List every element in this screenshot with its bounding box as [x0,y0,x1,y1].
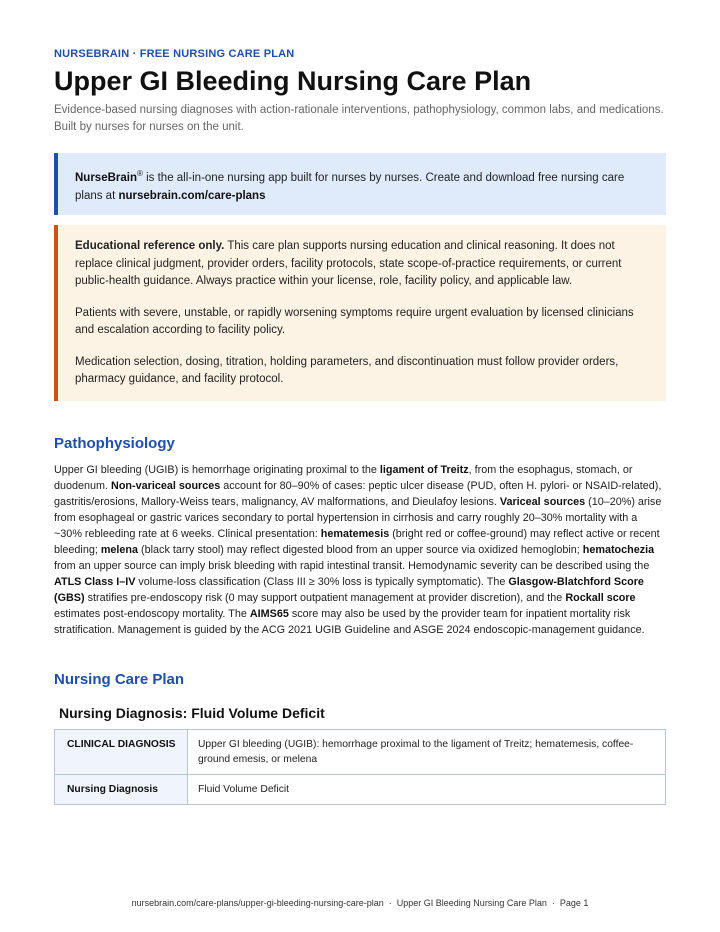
page-footer [0,898,720,908]
table-row [55,729,666,774]
disclaimer-lead: Educational reference only. [75,240,225,252]
promo-link[interactable]: nursebrain.com/care-plans [118,189,266,202]
key-term: Rockall score [565,592,636,605]
page [54,48,666,805]
key-term: hematochezia [582,543,655,556]
footer-doc-title: Upper GI Bleeding Nursing Care Plan [396,898,547,908]
text-segment: (bright red or coffee-ground) may reflect active or recent bleeding; [54,527,660,556]
subtitle-line-1: Evidence-based nursing diagnoses with action-rationale interventions, pathophysiology, common labs, and medications. [54,104,664,116]
key-term: Non-variceal sources [111,479,221,492]
promo-brand: NurseBrain [75,171,137,184]
table-row [55,774,666,804]
key-term: ligament of Treitz [379,463,469,476]
disclaimer-paragraph-1 [75,238,648,291]
text-segment: Upper GI bleeding (UGIB) is hemorrhage originating proximal to the [54,463,380,476]
disclaimer-callout [54,225,666,401]
row-value: Upper GI bleeding (UGIB): hemorrhage proximal to the ligament of Treitz; hematemesis, coffee-ground emesis, or melena [188,729,666,774]
row-label: Nursing Diagnosis [55,774,188,804]
footer-separator: · [388,898,392,908]
row-label: CLINICAL DIAGNOSIS [55,729,188,774]
key-term: ATLS Class I–IV [54,576,136,589]
diagnosis-heading: Nursing Diagnosis: Fluid Volume Deficit [59,704,325,721]
care-plan-table [54,729,666,805]
text-segment: , from the esophagus, stomach, or duodenum. [54,463,633,492]
text-segment: stratifies pre-endoscopy risk (0 may support outpatient management at provider discretion), and the [84,592,566,605]
row-value: Fluid Volume Deficit [188,774,666,804]
text-segment: account for 80–90% of cases: peptic ulcer disease (PUD, often H. pylori- or NSAID-related), gastritis/erosions, Mallory-Weiss tears, malignancy, AV malformations, and Dieulafoy lesions. [54,479,662,508]
promo-callout [54,153,666,215]
footer-url[interactable]: nursebrain.com/care-plans/upper-gi-bleeding-nursing-care-plan [131,898,384,908]
pathophysiology-text [54,462,666,639]
disclaimer-paragraph-3: Medication selection, dosing, titration, holding parameters, and discontinuation must follow provider orders, pharmacy guidance, and facility protocol. [75,355,619,385]
text-segment: score may also be used by the provider team for inpatient mortality risk stratification. Management is guided by the ACG 2021 UGIB Guideline and ASGE 2024 endoscopic-management guidance. [54,608,645,637]
text-segment: (black tarry stool) may reflect digested blood from an upper source via oxidized hemoglobin; [138,543,583,556]
kicker: NURSEBRAIN · FREE NURSING CARE PLAN [54,48,295,60]
key-term: Variceal sources [499,495,586,508]
disclaimer-paragraph-2: Patients with severe, unstable, or rapidly worsening symptoms require urgent evaluation by licensed clinicians and escalation according to facility policy. [75,306,634,336]
key-term: AIMS65 [249,608,289,621]
text-segment: estimates post-endoscopy mortality. The [54,608,250,621]
text-segment: from an upper source can imply brisk bleeding with rapid intestinal transit. Hemodynamic severity can be described using the [54,560,650,573]
page-title: Upper GI Bleeding Nursing Care Plan [54,66,532,96]
key-term: melena [100,543,139,556]
text-segment: (10–20%) arise from esophageal or gastric varices secondary to portal hypertension in cirrhosis and carry roughly 20–30% mortality with a ~30% rebleeding rate at 6 weeks. Clinical presentation: [54,495,662,540]
promo-text: is the all-in-one nursing app built for nurses by nurses. Create and download free nursing care plans at [75,171,625,202]
disclaimer-text-1: This care plan supports nursing education and clinical reasoning. It does not replace clinical judgment, provider orders, facility protocols, state scope-of-practice requirements, or current public-health guidance. Always practice within your license, role, facility policy, and applicable law. [75,240,622,287]
page-subtitle [54,102,666,136]
key-term: hematemesis [320,527,390,540]
care-plan-heading: Nursing Care Plan [54,670,185,688]
footer-separator: · [551,898,555,908]
registered-mark: ® [137,169,143,178]
key-term: Glasgow-Blatchford Score (GBS) [54,576,644,605]
text-segment: volume-loss classification (Class III ≥ 30% loss is typically symptomatic). The [135,576,509,589]
pathophysiology-heading: Pathophysiology [54,434,175,452]
footer-page-number: Page 1 [559,898,589,908]
subtitle-line-2: Built by nurses for nurses on the unit. [54,121,244,133]
